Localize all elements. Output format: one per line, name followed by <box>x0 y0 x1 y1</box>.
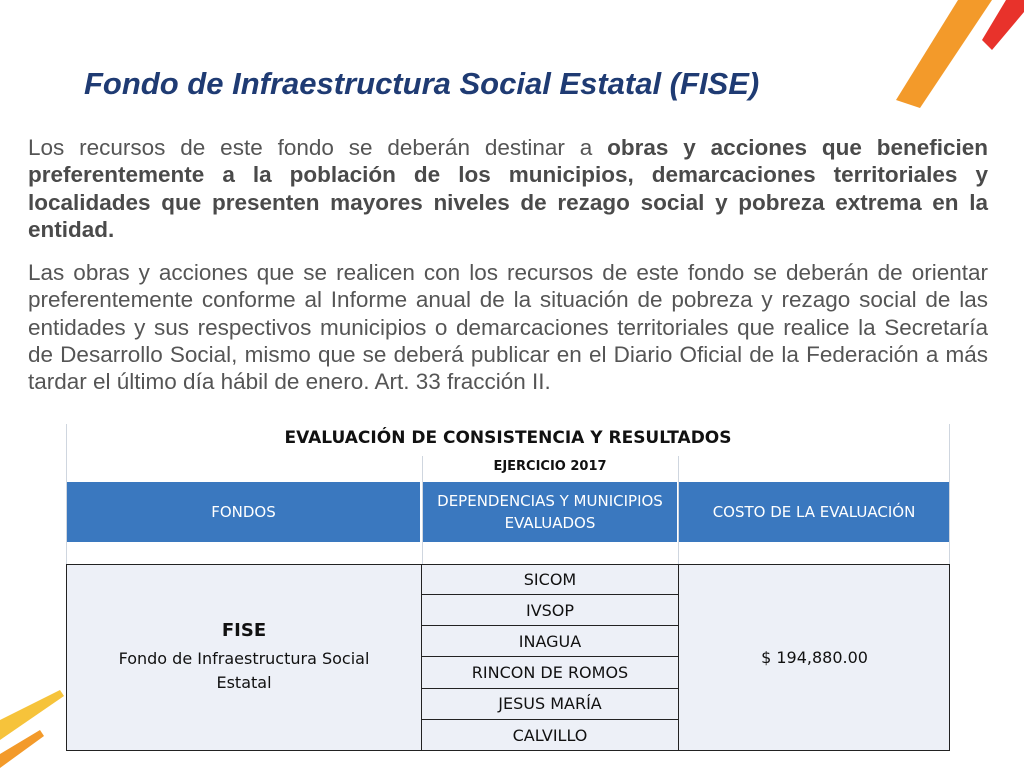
dependency-item: JESUS MARÍA <box>422 689 678 720</box>
header-fondos: FONDOS <box>67 482 420 542</box>
fund-code: FISE <box>221 620 267 641</box>
header-costo: COSTO DE LA EVALUACIÓN <box>679 482 949 542</box>
evaluation-title: EVALUACIÓN DE CONSISTENCIA Y RESULTADOS <box>284 428 732 448</box>
evaluation-year: EJERCICIO 2017 <box>493 459 607 474</box>
dependency-item: RINCON DE ROMOS <box>422 657 678 688</box>
dependencies-list <box>421 564 679 751</box>
paragraph-orientation: Las obras y acciones que se realicen con los recursos de este fondo se deberán de orientar preferentemente conforme al Informe anual de la situación de pobreza y rezago social de las entidades y sus respectivos municipios o demarcaciones territoriales que realice la Secretaría de Desarrollo Social, mismo que se deberá publicar en el Diario Oficial de la Federación a más tardar el último día hábil de enero. Art. 33 fracción II. <box>28 260 988 395</box>
paragraph-intro <box>28 134 988 243</box>
dependency-item: IVSOP <box>422 595 678 626</box>
dependency-item: SICOM <box>422 564 678 595</box>
header-dependencias: DEPENDENCIAS Y MUNICIPIOS EVALUADOS <box>423 482 677 542</box>
corner-stripes-decoration <box>880 0 1024 120</box>
fund-cell <box>66 564 422 751</box>
paragraph-intro-plain: Los recursos de este fondo se deberán destinar a <box>28 135 608 160</box>
evaluation-cost: $ 194,880.00 <box>761 648 868 667</box>
left-edge-stripe-decoration <box>0 690 70 768</box>
fund-name: Fondo de Infraestructura Social Estatal <box>118 649 370 692</box>
paragraph-intro-bold: obras y acciones que beneficien preferentemente a la población de los municipios, demarcaciones territoriales y localidades que presenten mayores niveles de rezago social y pobreza extrema en la entidad. <box>28 135 988 242</box>
slide-title: Fondo de Infraestructura Social Estatal (FISE) <box>84 66 760 101</box>
dependency-item: INAGUA <box>422 626 678 657</box>
dependency-item: CALVILLO <box>512 725 588 745</box>
